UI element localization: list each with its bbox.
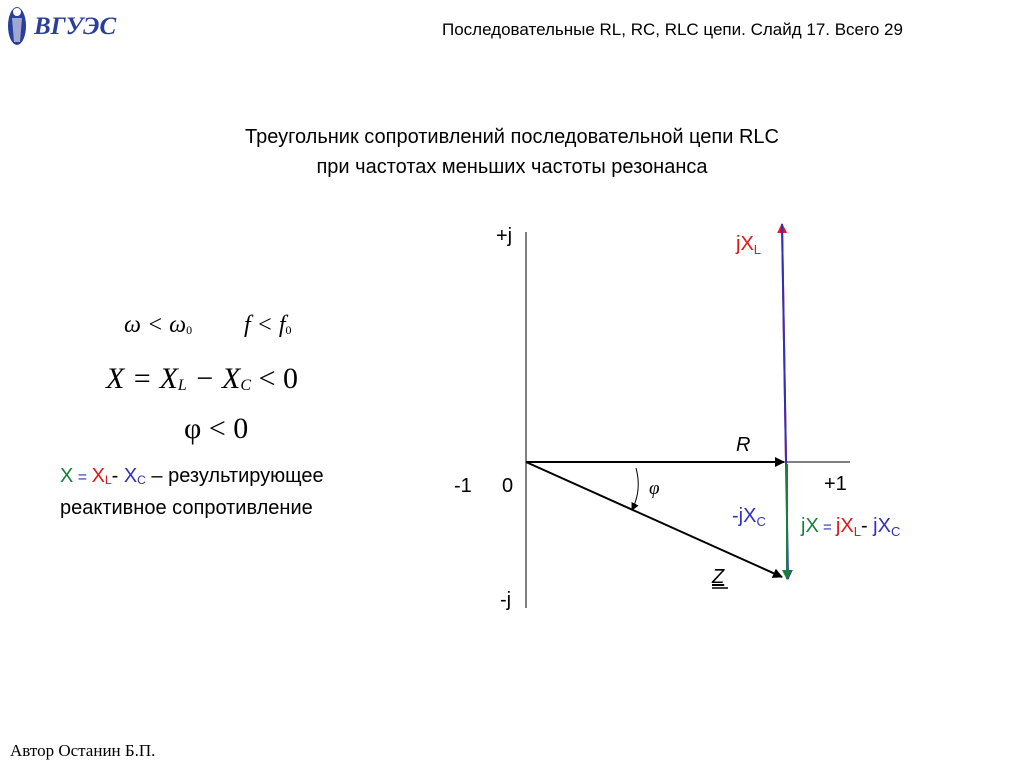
phi-angle-arc [632, 468, 638, 510]
minus-one-label: -1 [454, 475, 472, 497]
r-label: R [736, 434, 751, 456]
jx-equation-label: jX = $jX_L-$ $jX_C$ [801, 515, 901, 539]
z-label: Z [712, 566, 725, 588]
title-line-2: при частотах меньших частоты резонанса [316, 156, 708, 178]
explanation-line-1: $X = X_L-$ $X_C$ – результирующее [60, 465, 324, 487]
frequency-inequality: $f < f_0$ [244, 312, 292, 338]
slide-title [0, 122, 1024, 182]
plus-j-label: +j [496, 225, 513, 247]
explanation-line-2: реактивное сопротивление [60, 497, 313, 519]
slide-header: Последовательные RL, RC, RLC цепи. Слайд 17. Всего 29 [442, 20, 903, 39]
jxl-label: $jX_L$ [736, 233, 762, 257]
university-logo [4, 4, 124, 48]
phi-label: φ [649, 478, 660, 499]
reactance-formula: $X = X_L - X_C < 0$ [106, 362, 298, 395]
formula-block [100, 300, 360, 450]
phase-inequality: φ < 0 [184, 412, 249, 445]
minus-j-label: -j [500, 589, 512, 611]
origin-label: 0 [502, 475, 514, 497]
author-footer: Автор Останин Б.П. [10, 741, 156, 760]
figure-logo-icon [8, 7, 26, 45]
omega-inequality: $\omega < \omega_0$ [124, 312, 193, 338]
title-line-1: Треугольник сопротивлений последовательной цепи RLC [245, 126, 779, 148]
reactance-explanation [60, 462, 324, 522]
plus-one-label: +1 [824, 473, 847, 495]
logo-text: ВГУЭС [34, 13, 117, 40]
impedance-triangle-diagram [450, 210, 930, 630]
minus-jxc-label: $-jX_C$ [732, 505, 766, 529]
